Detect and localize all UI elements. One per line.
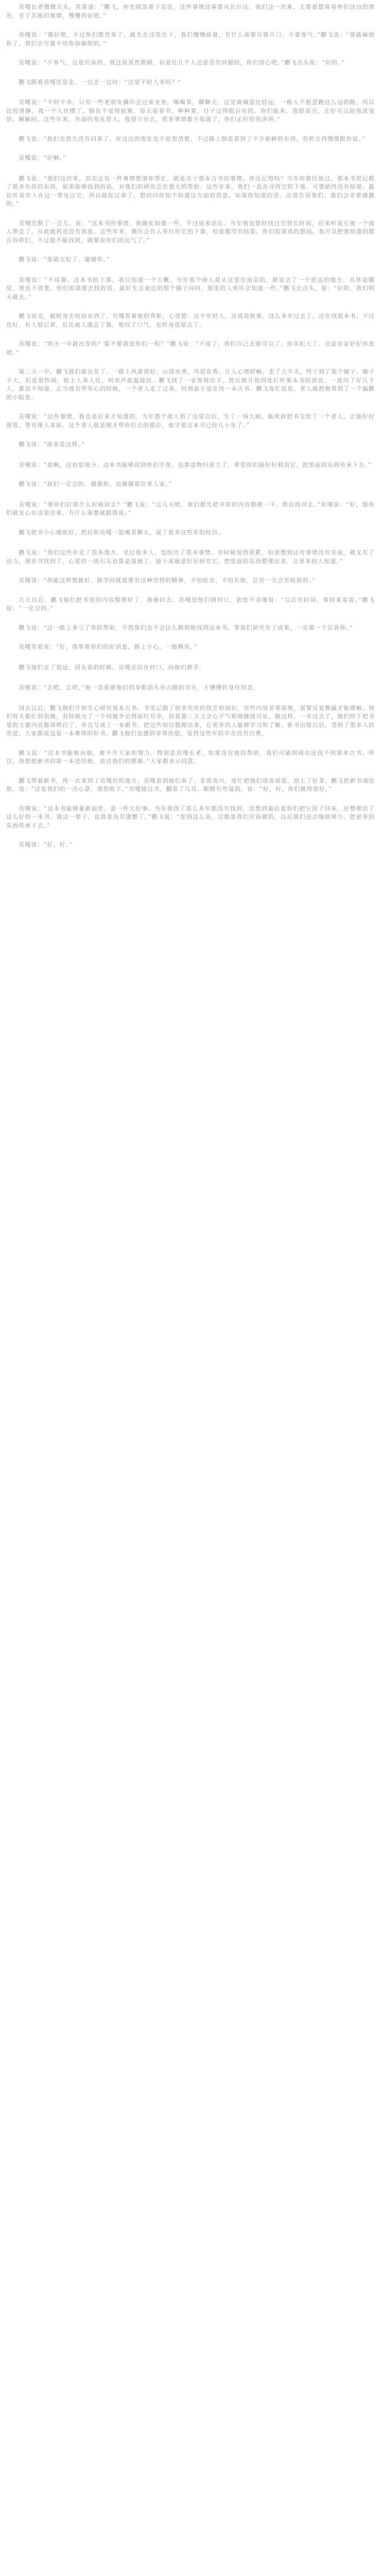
paragraph: 贡嘎说：“去吧，去吧。”他一直看着他们的身影消失在山路的尽头，才慢慢转身往回走。 <box>19 684 259 691</box>
paragraph: 鹏飞跟着贡嘎往里走，一边走一边问：“这里平时人多吗？” <box>19 78 182 86</box>
paragraph: 鹏飞说：“我们也很久没有回来了，对这边的变化也不是很清楚，不过路上倒是看到了不少新鲜的东西，有机会再慢慢跟你说。” <box>19 135 366 142</box>
article-body <box>6 0 375 850</box>
paragraph: 贡嘎说：“平时不多，只有一些老朋友偶尔会过来坐坐，喝喝茶，聊聊天。这里离城里比较远，一般人不愿意跑这么远的路，所以比较清静。我一个人住惯了，倒也不觉得寂寞，每天看看书，种种菜，日子过得挺自在的。你们能来，我很高兴，正好可以陪我说说话，解解闷。这些年来，外面的变化很大，我很少出去，很多事情都不知道了，你们正好给我讲讲。” <box>6 99 375 123</box>
paragraph: 第二天一早，鹏飞他们就出发了。一路上风景很好，山清水秀，鸟语花香，让人心情舒畅。走了大半天，终于到了那个镇子。镇子不大，但是很热闹，街上人来人往，叫卖声此起彼伏。鹏飞找了一家客栈住下，然后就开始四处打听那本书的消息。一连问了好几个人，都说不知道。正当他有些灰心的时候，一个老人走了过来，问他是不是在找一本古书。鹏飞连忙说是，老人就把他带到了一个偏僻的小院里。 <box>6 368 375 401</box>
paragraph: 贡嘎说：“不客气，这是应该的。我这里虽然简陋，但是住几个人还是没有问题的，你们放心吧。”鹏飞点头说：“好的。” <box>19 59 345 66</box>
paragraph: 贡嘎沉默了一会儿，说：“这本书的事情，我确实知道一些，不过说来话长。当年我也曾经找过它很长时间，后来听说它被一个商人带走了，从此就再也没有消息。这些年来，偶尔会有人来打听它的下落，但是都没有结果。你们如果真的想找，我可以把我知道的都告诉你们，不过能不能找到，就要看你们的运气了。” <box>6 219 375 244</box>
paragraph: 贡嘎长老微微点头，笑着道：“鹏飞，你先别急着下定论，这件事情还需要从长计议。我们这一次来，主要是想看看你们这边的情况，至于其他的事情，慢慢再说吧。” <box>6 4 375 19</box>
paragraph: 回去以后，鹏飞他们开始专心研究那本古书。书里记载了很多失传的技艺和知识，有些内容非常深奥，需要反复推敲才能理解。他们每天都忙到很晚，有时候为了一个问题争论得面红耳赤，但是第二天又会心平气和地继续讨论。就这样，一年过去了，他们终于把书里的主要内容都弄明白了，并且写成了一本新书，把这些知识整理出来，让更多的人能够学习和了解。新书出版以后，受到了很多人的欢迎，大家都说这是一本难得的好书。鹏飞他们也感到非常欣慰，觉得这些年的辛苦没有白费。 <box>6 704 375 737</box>
paragraph: 贡嘎说：“那好吧。不过你们既然来了，就先在这里住下，我们慢慢商量，有什么需要尽管开口，不要客气。”鹏飞说：“那就麻烦你了，我们会尽量不给你添麻烦的。” <box>6 31 375 47</box>
paragraph: 鹏飞说：“我们这次来，其实还有一件事情想请你帮忙，就是关于那本古书的事情。你还记得吗？当年你曾经说过，那本书里记载了很多失传的东西，如果能够找到的话，对我们的研究会有很大的帮助。这些年来，我们一直在寻找它的下落，可惜始终没有结果。最近听说有人在这一带见过它，所以就赶过来了，想问问你知不知道这方面的消息。如果你知道的话，还请告诉我们，我们会非常感激的。” <box>6 175 375 207</box>
paragraph: 贡嘎说：“那你们打算什么时候回去？”鹏飞说：“过几天吧，我们想先把书里的内容整理一下，然后再回去。”贡嘎说：“好，那你们就安心在这里住着，有什么需要就跟我说。” <box>6 501 375 516</box>
paragraph: 鹏飞说完，就转身去收拾东西了。贡嘎看着他的背影，心里想：这个年轻人，还真是执着，这么多年过去了，还在找那本书。不过也好，有人惦记着，总比被人遗忘了强。他叹了口气，也转身进屋去了。 <box>6 313 375 328</box>
paragraph: 贡嘎说：“好，好。” <box>19 841 73 848</box>
paragraph: 贡嘎说：“是啊，这也是缘分。这本书能够回到你们手里，也算是物归原主了。希望你们能好好利用它，把里面的东西传承下去。” <box>19 461 372 468</box>
paragraph: 鹏飞带着新书，再一次来到了贡嘎住的地方。贡嘎看到他们来了，非常高兴，连忙把他们请进屋里，泡上了好茶。鹏飞把新书递给他，说：“这是我们的一点心意，请您收下。”贡嘎接过书，翻看了几页，眼睛有些湿润，说：“好，好，你们做得很好。” <box>6 777 375 792</box>
paragraph: 贡嘎说：“这本书能够重新面世，是一件大好事。当年我找了那么多年都没有找到，没想到最后是你们把它找了回来，还整理出了这么好的一本书。我这一辈子，也算是没有遗憾了。”鹏飞说：“您别这么说，这都是我们应该做的。以后我们还会继续努力，把更多的东西传承下去。” <box>6 805 375 829</box>
paragraph: 贡嘎说：“不用谢。这本书的下落，我只知道一个大概，当年那个商人是从这里往南走的，据说去了一个很远的地方，具体是哪里，我也不清楚。你们如果要去找的话，最好先去南边的那个镇子问问，那里的人或许会知道一些。”鹏飞点点头，说：“好的，我们明天就去。” <box>6 276 375 300</box>
paragraph: 鹏飞说：“原来是这样。” <box>19 441 85 448</box>
paragraph: 鹏飞说：“这本书能够出版，离不开大家的努力。特别是贡嘎长老，如果没有他的帮助，我们可能到现在还找不到那本古书。所以，我想把新书的第一本送给他，表达我们的感谢。”大家都表示同意。 <box>6 749 375 765</box>
paragraph: 几天以后，鹏飞他们把书里的内容整理好了，准备回去。贡嘎送他们到村口，依依不舍地说：“以后有时间，常回来看看。”鹏飞说：“一定会的。” <box>6 596 375 612</box>
paragraph: 贡嘎说：“明天一早就出发吗？要不要我送你们一程？”鹏飞说：“不用了，我们自己去就可以了，你年纪大了，还是在家好好休息吧。” <box>6 341 375 356</box>
paragraph: 鹏飞说：“我们一定会的，谢谢你，也谢谢那位老人家。” <box>19 481 172 487</box>
paragraph: 贡嘎说：“这件事情，我也是后来才知道的。当年那个商人到了这里以后，生了一场大病，临死前把书交给了一个老人，让他好好保管，等有缘人来取。这个老人就是刚才带你们去的那位，他守着这本书已经几十年了。” <box>6 413 375 429</box>
paragraph: 鹏飞说：“我们这些年走了很多地方，见过很多人，也经历了很多事情。有时候觉得很累，但是想到还有事情没有完成，就又有了动力。现在书找到了，心里的一块石头也算是落地了。接下来就是好好研究它，把里面的东西整理出来，让更多的人知道。” <box>6 549 375 565</box>
paragraph: 贡嘎说：“好啊。” <box>19 155 66 161</box>
paragraph: 贡嘎说：“你能这样想就好。做学问就是要有这种坚持的精神，不怕吃苦，不怕失败，总有一天会有收获的。” <box>19 577 316 584</box>
paragraph: 鹏飞说：“这一路上多亏了你的帮助，不然我们也不会这么顺利地找到这本书。等我们研究有了成果，一定第一个告诉你。” <box>19 624 353 631</box>
paragraph: 鹏飞说：“那就太好了，谢谢你。” <box>19 256 110 263</box>
paragraph: 贡嘎笑着说：“好，我等着你们的好消息。路上小心，一路顺风。” <box>19 643 197 650</box>
paragraph: 鹏飞把书小心地收好，然后和贡嘎一起喝茶聊天，说了很多这些年的经历。 <box>19 529 224 536</box>
paragraph: 鹏飞他们走了很远，回头看的时候，贡嘎还站在村口，向他们挥手。 <box>19 664 206 671</box>
